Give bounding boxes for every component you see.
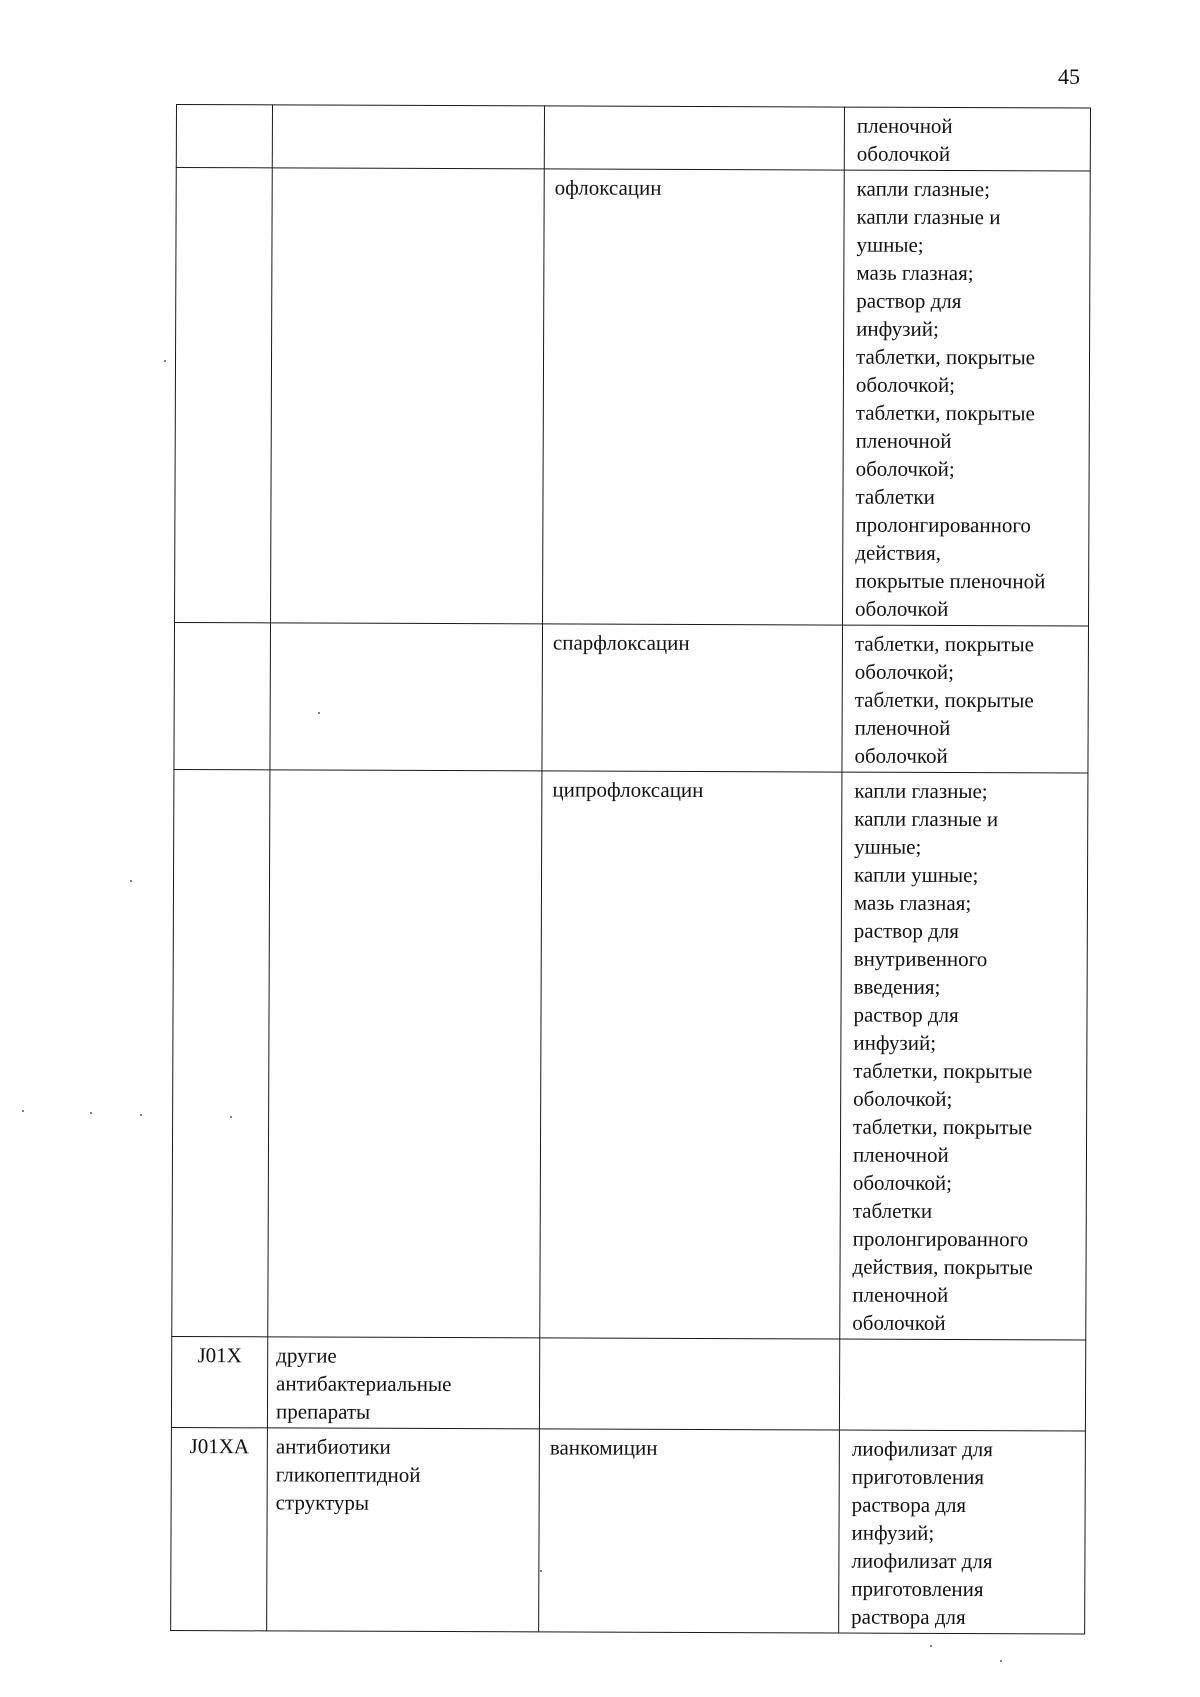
dosage-form-cell: пленочной оболочкой	[844, 107, 1090, 171]
dosage-form-cell: таблетки, покрытые оболочкой; таблетки, покрытые пленочной оболочкой	[842, 625, 1089, 773]
atc-code-cell	[172, 769, 270, 1336]
drug-name-cell: ципрофлоксацин	[540, 771, 842, 1339]
atc-code-cell: J01XA	[171, 1427, 268, 1630]
table-row	[176, 105, 1090, 172]
atc-code-cell	[175, 168, 273, 623]
atc-group-cell	[272, 105, 544, 169]
atc-code-cell	[176, 105, 272, 168]
dosage-form-cell: капли глазные; капли глазные и ушные; мазь глазная; раствор для инфузий; таблетки, покрытые оболочкой; таблетки, покрытые пленочной оболочкой; таблетки пролонгированного действия, покрытые пленочной оболочкой	[843, 170, 1091, 626]
atc-group-cell	[268, 770, 542, 1338]
table-row	[172, 769, 1088, 1340]
drug-name-cell: ванкомицин	[539, 1429, 840, 1633]
page-number: 45	[1058, 64, 1080, 89]
dosage-form-cell: лиофилизат для приготовления раствора для инфузий; лиофилизат для приготовления раствора для	[839, 1430, 1086, 1634]
atc-group-cell: антибиотики гликопептидной структуры	[267, 1428, 540, 1632]
table-row	[175, 168, 1091, 627]
dosage-form-cell	[839, 1339, 1085, 1431]
drug-name-cell: офлоксацин	[543, 169, 845, 625]
atc-code-cell	[174, 622, 271, 769]
table-row	[174, 622, 1089, 773]
atc-group-cell: другие антибактериальные препараты	[267, 1337, 539, 1429]
drug-list-table	[170, 104, 1091, 1635]
dosage-form-cell: капли глазные; капли глазные и ушные; капли ушные; мазь глазная; раствор для внутривенного введения; раствор для инфузий; таблетки, покрытые оболочкой; таблетки, покрытые пленочной оболочкой; таблетки пролонгированного действия, покрытые пленочной оболочкой	[840, 772, 1088, 1340]
table-row	[171, 1336, 1085, 1431]
atc-code-cell: J01X	[171, 1336, 267, 1427]
drug-name-cell	[544, 106, 844, 170]
drug-name-cell	[539, 1338, 839, 1430]
drug-name-cell: спарфлоксацин	[542, 624, 843, 772]
atc-group-cell	[271, 168, 545, 624]
atc-group-cell	[270, 623, 543, 771]
table-row	[171, 1427, 1086, 1634]
